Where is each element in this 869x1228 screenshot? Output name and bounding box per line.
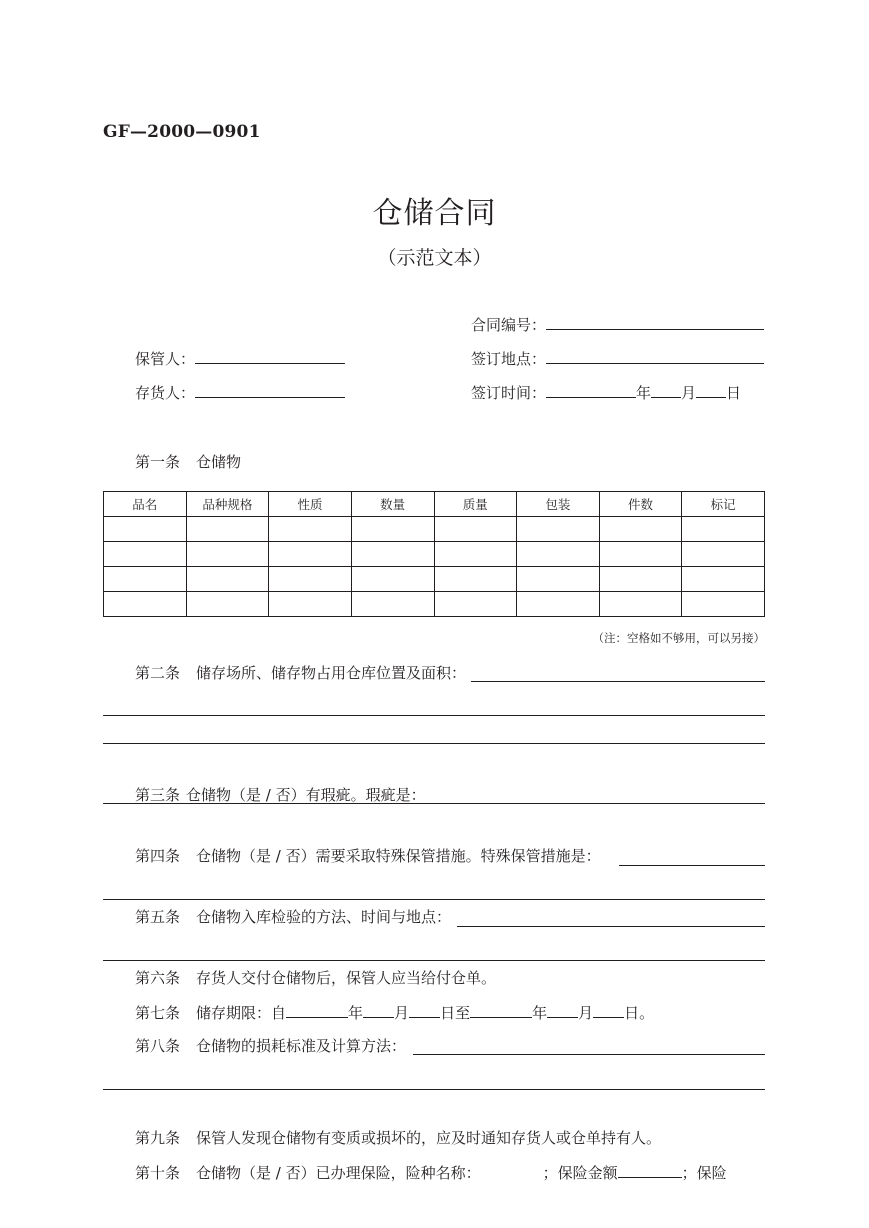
goods-table-cell (599, 542, 682, 567)
goods-table-cell (682, 542, 765, 567)
article-10-text: 仓储物（是 / 否）已办理保险，险种名称： (196, 1164, 481, 1182)
goods-table-cell (682, 517, 765, 542)
goods-table-cell (269, 517, 352, 542)
article-4-blank-line (103, 899, 765, 900)
sign-year-blank (546, 382, 636, 398)
goods-table-cell (186, 542, 269, 567)
goods-table-cell (434, 592, 517, 617)
article-2 (135, 663, 466, 683)
article-6 (135, 968, 496, 988)
goods-table-cell (104, 592, 187, 617)
goods-table-row (104, 592, 765, 617)
article-8-number: 第八条 (135, 1037, 181, 1055)
article-5 (135, 907, 451, 927)
start-day-to-label: 日至 (440, 1004, 471, 1022)
insurance-amount-blank (618, 1162, 682, 1178)
sign-time-label: 签订时间： (471, 384, 547, 402)
article-7-prefix: 储存期限：自 (196, 1004, 287, 1022)
goods-table-cell (682, 567, 765, 592)
goods-col-header: 品名 (104, 492, 187, 517)
document-title: 仓储合同 (372, 196, 497, 231)
goods-table-cell (104, 567, 187, 592)
article-10 (135, 1162, 727, 1183)
sign-day-blank (696, 382, 726, 398)
contract-number-blank (546, 314, 764, 330)
goods-table-cell (186, 592, 269, 617)
goods-col-header: 质量 (434, 492, 517, 517)
article-4-text: 仓储物（是 / 否）需要采取特殊保管措施。特殊保管措施是： (196, 847, 601, 865)
goods-table-cell (434, 567, 517, 592)
month-label: 月 (681, 384, 697, 402)
goods-table-cell (517, 592, 600, 617)
goods-col-header: 性质 (269, 492, 352, 517)
goods-table-cell (104, 517, 187, 542)
article-5-text: 仓储物入库检验的方法、时间与地点： (196, 908, 452, 926)
contract-number-field (471, 314, 764, 335)
goods-table-cell (351, 542, 434, 567)
article-6-number: 第六条 (135, 969, 181, 987)
custodian-label: 保管人： (135, 350, 196, 368)
goods-table-cell (186, 517, 269, 542)
goods-table-cell (269, 592, 352, 617)
goods-table-cell (434, 542, 517, 567)
document-subtitle: （示范文本） (377, 247, 492, 269)
article-10-tail: ；保险 (681, 1164, 727, 1182)
end-year-blank (470, 1002, 532, 1018)
insurance-amount-label: ；保险金额 (542, 1164, 618, 1182)
article-8-blank-line (103, 1089, 765, 1090)
goods-table-cell (599, 592, 682, 617)
article-3 (135, 785, 426, 805)
goods-table-cell (517, 517, 600, 542)
article-5-blank (457, 926, 765, 927)
goods-table-cell (351, 517, 434, 542)
article-7-number: 第七条 (135, 1004, 181, 1022)
article-6-text: 存货人交付仓储物后，保管人应当给付仓单。 (196, 969, 497, 987)
goods-col-header: 标记 (682, 492, 765, 517)
article-9-text: 保管人发现仓储物有变质或损坏的，应及时通知存货人或仓单持有人。 (196, 1129, 662, 1147)
sign-month-blank (651, 382, 681, 398)
end-day-blank (593, 1002, 624, 1018)
goods-col-header: 品种规格 (186, 492, 269, 517)
start-year-blank (286, 1002, 348, 1018)
article-2-number: 第二条 (135, 664, 181, 682)
goods-table-cell (351, 592, 434, 617)
day-label: 日 (726, 384, 742, 402)
depositor-label: 存货人： (135, 384, 196, 402)
goods-table-cell (599, 567, 682, 592)
year-label: 年 (636, 384, 652, 402)
article-4 (135, 846, 601, 866)
article-10-number: 第十条 (135, 1164, 181, 1182)
article-5-blank-line (103, 960, 765, 961)
document-code: GF—2000—0901 (103, 122, 261, 142)
article-8-text: 仓储物的损耗标准及计算方法： (196, 1037, 407, 1055)
article-9-number: 第九条 (135, 1129, 181, 1147)
end-month-label: 月 (578, 1004, 594, 1022)
depositor-blank (195, 382, 345, 398)
article-2-blank-line (103, 743, 765, 744)
article-2-blank (471, 681, 765, 682)
start-day-blank (409, 1002, 440, 1018)
goods-table-cell (186, 567, 269, 592)
goods-table-cell (104, 542, 187, 567)
article-4-number: 第四条 (135, 847, 181, 865)
contract-number-label: 合同编号： (471, 316, 547, 334)
goods-table-cell (599, 517, 682, 542)
sign-place-label: 签订地点： (471, 350, 547, 368)
table-note: （注：空格如不够用，可以另接） (592, 631, 765, 645)
article-8 (135, 1036, 406, 1056)
end-day-label: 日。 (624, 1004, 655, 1022)
article-5-number: 第五条 (135, 908, 181, 926)
article-8-blank (413, 1054, 765, 1055)
article-1-number: 第一条 (135, 453, 181, 471)
goods-table-cell (269, 567, 352, 592)
article-1 (135, 452, 241, 472)
article-3-blank-line (103, 803, 765, 804)
goods-table-cell (434, 517, 517, 542)
start-month-label: 月 (394, 1004, 410, 1022)
depositor-field (135, 382, 345, 403)
goods-col-header: 包装 (517, 492, 600, 517)
goods-col-header: 数量 (351, 492, 434, 517)
goods-table-cell (682, 592, 765, 617)
end-year-label: 年 (532, 1004, 548, 1022)
start-year-label: 年 (348, 1004, 364, 1022)
start-month-blank (363, 1002, 394, 1018)
article-2-text: 储存场所、储存物占用仓库位置及面积： (196, 664, 467, 682)
article-2-blank-line (103, 715, 765, 716)
goods-table-cell (517, 567, 600, 592)
article-7 (135, 1002, 654, 1023)
goods-table-row (104, 567, 765, 592)
goods-table-row (104, 517, 765, 542)
article-9 (135, 1128, 661, 1148)
goods-table-row (104, 542, 765, 567)
end-month-blank (547, 1002, 578, 1018)
article-1-text: 仓储物 (196, 453, 242, 471)
goods-table-cell (351, 567, 434, 592)
custodian-blank (195, 348, 345, 364)
goods-table-header-row (104, 492, 765, 517)
sign-place-blank (546, 348, 764, 364)
goods-col-header: 件数 (599, 492, 682, 517)
article-3-number: 第三条 (135, 786, 181, 804)
goods-table-cell (269, 542, 352, 567)
sign-time-field (471, 382, 741, 403)
sign-place-field (471, 348, 764, 369)
custodian-field (135, 348, 345, 369)
goods-table (103, 491, 765, 617)
article-4-blank (619, 865, 765, 866)
goods-table-cell (517, 542, 600, 567)
article-3-text: 仓储物（是 / 否）有瑕疵。瑕疵是： (186, 786, 426, 804)
